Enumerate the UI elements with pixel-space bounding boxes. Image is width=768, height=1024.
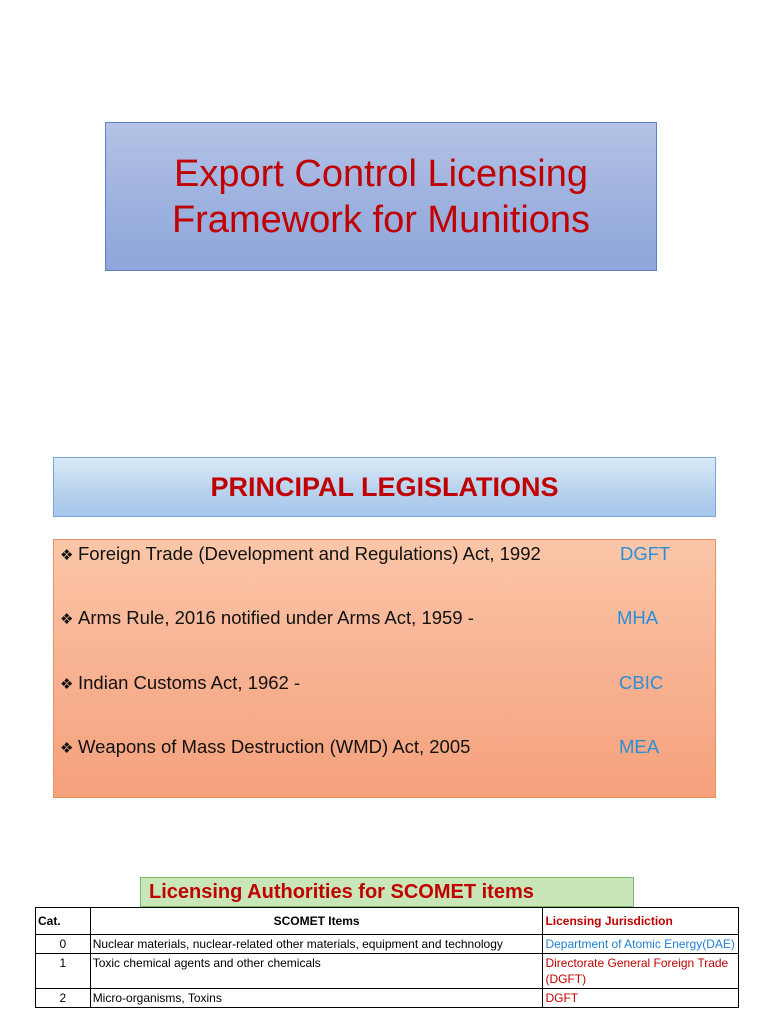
diamond-bullet-icon: ❖ <box>60 611 74 628</box>
cell-item: Nuclear materials, nuclear-related other materials, equipment and technology <box>90 935 543 954</box>
diamond-bullet-icon: ❖ <box>60 740 74 757</box>
scomet-table <box>35 907 739 1008</box>
legislation-authority: DGFT <box>620 543 671 564</box>
licensing-authorities-title: Licensing Authorities for SCOMET items <box>149 881 534 903</box>
table-row <box>36 989 739 1008</box>
cell-cat: 0 <box>36 935 91 954</box>
principal-legislations-title: PRINCIPAL LEGISLATIONS <box>210 471 559 502</box>
title-line-1: Export Control Licensing <box>174 152 588 195</box>
principal-legislations-header <box>53 457 716 517</box>
table-row <box>36 954 739 989</box>
legislation-text: Foreign Trade (Development and Regulations) Act, 1992 <box>78 543 541 564</box>
legislation-authority: MHA <box>617 607 659 628</box>
legislation-item <box>60 607 715 637</box>
legislation-item <box>60 736 715 766</box>
legislation-authority: MEA <box>619 736 660 757</box>
cell-jurisdiction: DGFT <box>543 989 739 1008</box>
title-line-2: Framework for Munitions <box>171 198 591 241</box>
legislation-text: Indian Customs Act, 1962 - <box>78 672 301 693</box>
legislation-text: Weapons of Mass Destruction (WMD) Act, 2005 <box>78 736 471 757</box>
column-header-cat: Cat. <box>36 908 91 935</box>
legislation-item <box>60 543 715 573</box>
legislation-text: Arms Rule, 2016 notified under Arms Act, 1959 - <box>78 607 474 628</box>
column-header-items: SCOMET Items <box>90 908 543 935</box>
cell-cat: 1 <box>36 954 91 989</box>
cell-jurisdiction: Department of Atomic Energy(DAE) <box>543 935 739 954</box>
cell-item: Micro-organisms, Toxins <box>90 989 543 1008</box>
title-banner <box>105 122 657 271</box>
cell-jurisdiction: Directorate General Foreign Trade (DGFT) <box>543 954 739 989</box>
cell-cat: 2 <box>36 989 91 1008</box>
licensing-authorities-header <box>140 877 634 907</box>
legislation-item <box>60 672 715 702</box>
legislation-list <box>53 539 716 798</box>
legislation-authority: CBIC <box>619 672 664 693</box>
column-header-jurisdiction: Licensing Jurisdiction <box>543 908 739 935</box>
diamond-bullet-icon: ❖ <box>60 547 74 564</box>
table-row <box>36 935 739 954</box>
table-header-row <box>36 908 739 935</box>
diamond-bullet-icon: ❖ <box>60 676 74 693</box>
cell-item: Toxic chemical agents and other chemicals <box>90 954 543 989</box>
